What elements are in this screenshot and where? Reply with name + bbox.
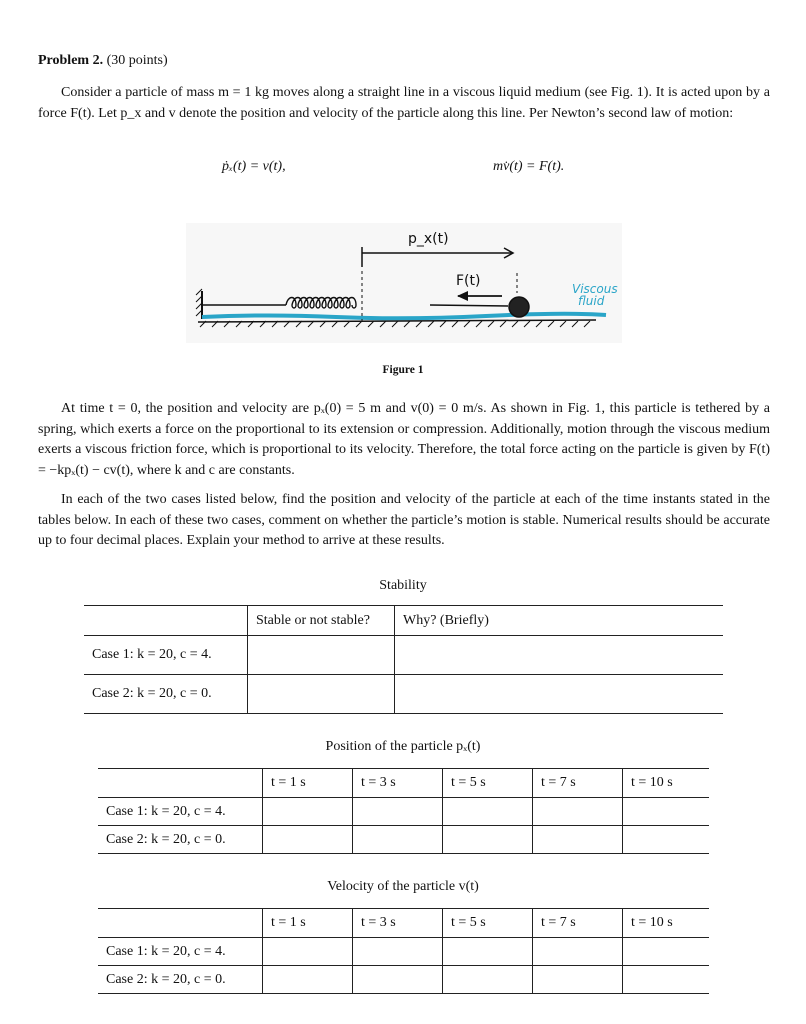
- spring-rod-right: [430, 305, 508, 306]
- table-header-row: [98, 769, 709, 798]
- header-cell: [98, 909, 263, 938]
- answer-cell[interactable]: [443, 966, 533, 994]
- answer-cell[interactable]: [263, 966, 353, 994]
- row-label: Case 2: k = 20, c = 0.: [106, 831, 226, 847]
- velocity-table: [98, 908, 709, 994]
- header-cell: t = 3 s: [353, 909, 443, 938]
- paragraph-instructions: In each of the two cases listed below, find the position and velocity of the particle at each of the time instants stated in the tables below. In each of these two cases, comment on whether the particle’s motion is stable. Numerical results should be accurate up to four decimal places. Explain your method to arrive at these results.: [38, 492, 770, 548]
- particle: [509, 297, 529, 317]
- answer-cell[interactable]: [443, 938, 533, 966]
- answer-cell[interactable]: [623, 826, 710, 854]
- answer-cell[interactable]: [623, 798, 710, 826]
- header-cell: t = 1 s: [263, 909, 353, 938]
- row-label: Case 1: k = 20, c = 4.: [106, 943, 226, 959]
- answer-cell[interactable]: [443, 798, 533, 826]
- stability-table-title: Stability: [379, 578, 427, 593]
- answer-cell[interactable]: [395, 636, 724, 675]
- paragraph-initial-conditions: At time t = 0, the position and velocity are pₓ(0) = 5 m and v(0) = 0 m/s. As shown in Fig. 1, this particle is tethered by a spring, which exerts a force on the proportional to its extension or compression. Additionally, motion through the viscous medium exerts a viscous friction force, which is proportional to its velocity. Therefore, the total force acting on the particle is given by F(t) = −kpₓ(t) − cv(t), where k and c are constants.: [38, 401, 770, 478]
- row-label: Case 1: k = 20, c = 4.: [92, 647, 212, 662]
- header-cell: t = 5 s: [443, 909, 533, 938]
- fluid-label-viscous: Viscous: [572, 282, 618, 296]
- problem-points: (30 points): [106, 53, 168, 68]
- header-cell: t = 7 s: [533, 769, 623, 798]
- fluid-label-fluid: fluid: [578, 294, 605, 308]
- figure-background: [186, 223, 622, 343]
- figure-spring-particle: [186, 223, 622, 343]
- answer-cell[interactable]: [533, 938, 623, 966]
- header-cell: Stable or not stable?: [248, 606, 395, 636]
- answer-cell[interactable]: [533, 826, 623, 854]
- table-header-row: [98, 909, 709, 938]
- row-label: Case 2: k = 20, c = 0.: [106, 971, 226, 987]
- answer-cell[interactable]: [353, 938, 443, 966]
- header-cell: t = 10 s: [623, 909, 710, 938]
- velocity-table-title: Velocity of the particle v(t): [327, 879, 479, 894]
- answer-cell[interactable]: [248, 675, 395, 714]
- table-row: [98, 826, 709, 854]
- row-label: Case 1: k = 20, c = 4.: [106, 803, 226, 819]
- answer-cell[interactable]: [263, 798, 353, 826]
- answer-cell[interactable]: [395, 675, 724, 714]
- position-table-title: Position of the particle pₓ(t): [325, 739, 481, 754]
- force-label: F(t): [456, 273, 481, 289]
- header-cell: Why? (Briefly): [395, 606, 724, 636]
- position-table: [98, 768, 709, 854]
- header-cell: t = 10 s: [623, 769, 710, 798]
- answer-cell[interactable]: [533, 966, 623, 994]
- equation-position: ṗₓ(t) = v(t),: [222, 159, 286, 174]
- answer-cell[interactable]: [248, 636, 395, 675]
- header-cell: t = 5 s: [443, 769, 533, 798]
- answer-cell[interactable]: [263, 938, 353, 966]
- header-cell: [84, 606, 248, 636]
- stability-table: [84, 605, 723, 714]
- problem-number: Problem 2.: [38, 53, 104, 68]
- header-cell: [98, 769, 263, 798]
- table-row: [84, 636, 723, 675]
- position-label: p_x(t): [408, 231, 449, 247]
- answer-cell[interactable]: [263, 826, 353, 854]
- answer-cell[interactable]: [623, 938, 710, 966]
- table-header-row: [84, 606, 723, 636]
- table-row: [84, 675, 723, 714]
- figure-caption: Figure 1: [382, 364, 424, 376]
- problem-heading: [38, 53, 168, 69]
- answer-cell[interactable]: [353, 798, 443, 826]
- answer-cell[interactable]: [353, 826, 443, 854]
- header-cell: t = 7 s: [533, 909, 623, 938]
- header-cell: t = 1 s: [263, 769, 353, 798]
- answer-cell[interactable]: [533, 798, 623, 826]
- row-label: Case 2: k = 20, c = 0.: [92, 686, 212, 701]
- header-cell: t = 3 s: [353, 769, 443, 798]
- table-row: [98, 798, 709, 826]
- equation-newton: mv̇(t) = F(t).: [493, 159, 565, 174]
- answer-cell[interactable]: [443, 826, 533, 854]
- table-row: [98, 938, 709, 966]
- answer-cell[interactable]: [353, 966, 443, 994]
- answer-cell[interactable]: [623, 966, 710, 994]
- intro-paragraph: Consider a particle of mass m = 1 kg moves along a straight line in a viscous liquid medium (see Fig. 1). It is acted upon by a force F(t). Let p_x and v denote the position and velocity of the particle along this line. Per Newton’s second law of motion:: [38, 85, 770, 121]
- table-row: [98, 966, 709, 994]
